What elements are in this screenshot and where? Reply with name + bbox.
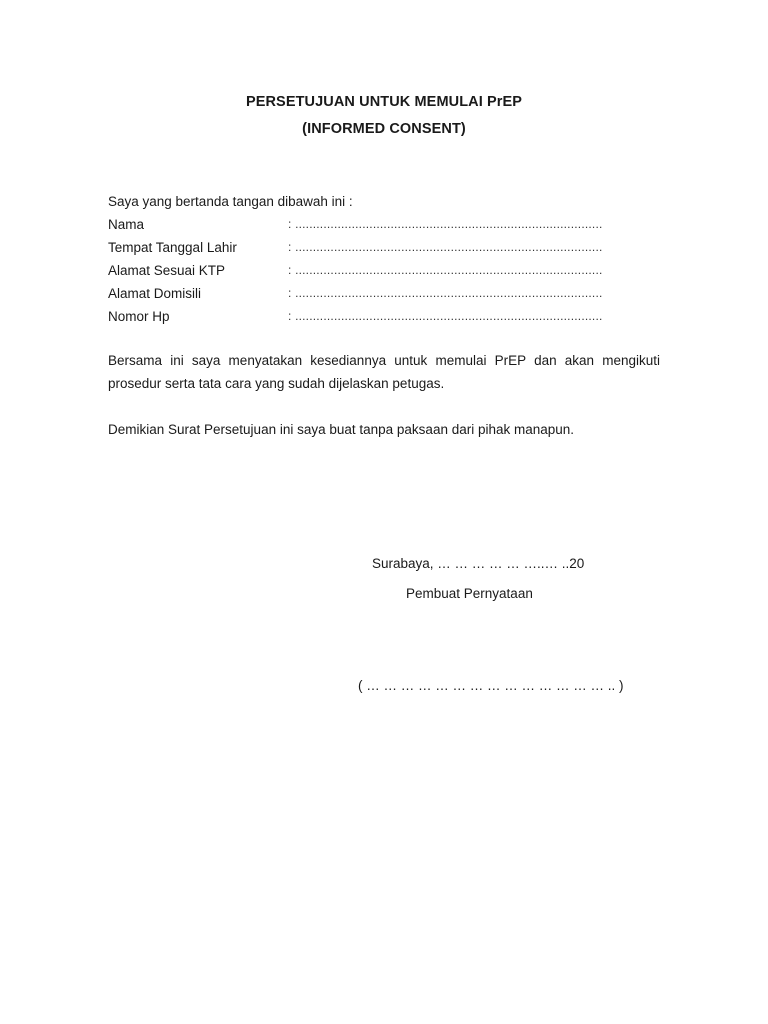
field-blank: : ....................................................................................... — [288, 286, 603, 300]
field-blank: : ....................................................................................... — [288, 240, 603, 254]
field-label: Tempat Tanggal Lahir — [108, 240, 237, 255]
signature-name-line: ( … … … … … … … … … … … … … … .. ) — [358, 678, 624, 693]
identity-fields — [108, 216, 668, 331]
field-row-nama — [108, 216, 668, 239]
intro-text: Saya yang bertanda tangan dibawah ini : — [108, 194, 353, 209]
signer-role: Pembuat Pernyataan — [406, 586, 533, 601]
closing-paragraph: Demikian Surat Persetujuan ini saya buat tanpa paksaan dari pihak manapun. — [108, 422, 575, 437]
field-label: Nama — [108, 217, 145, 232]
field-label: Alamat Domisili — [108, 286, 202, 301]
field-blank: : ....................................................................................... — [288, 217, 603, 231]
field-label: Nomor Hp — [108, 309, 170, 324]
consent-paragraph: Bersama ini saya menyatakan kesediannya untuk memulai PrEP dan akan mengikuti prosedur serta tata cara yang sudah dijelaskan petugas. — [108, 353, 660, 391]
field-blank: : ....................................................................................... — [288, 309, 603, 323]
place-date-line: Surabaya, … … … … … …..… ..20 — [372, 556, 585, 571]
field-label: Alamat Sesuai KTP — [108, 263, 226, 278]
field-blank: : ....................................................................................... — [288, 263, 603, 277]
document-title: PERSETUJUAN UNTUK MEMULAI PrEP — [245, 94, 523, 110]
field-row-nomor-hp — [108, 308, 668, 331]
field-row-alamat-ktp — [108, 262, 668, 285]
field-row-alamat-domisili — [108, 285, 668, 308]
field-row-tempat-tanggal-lahir — [108, 239, 668, 262]
document-subtitle: (INFORMED CONSENT) — [302, 121, 466, 137]
